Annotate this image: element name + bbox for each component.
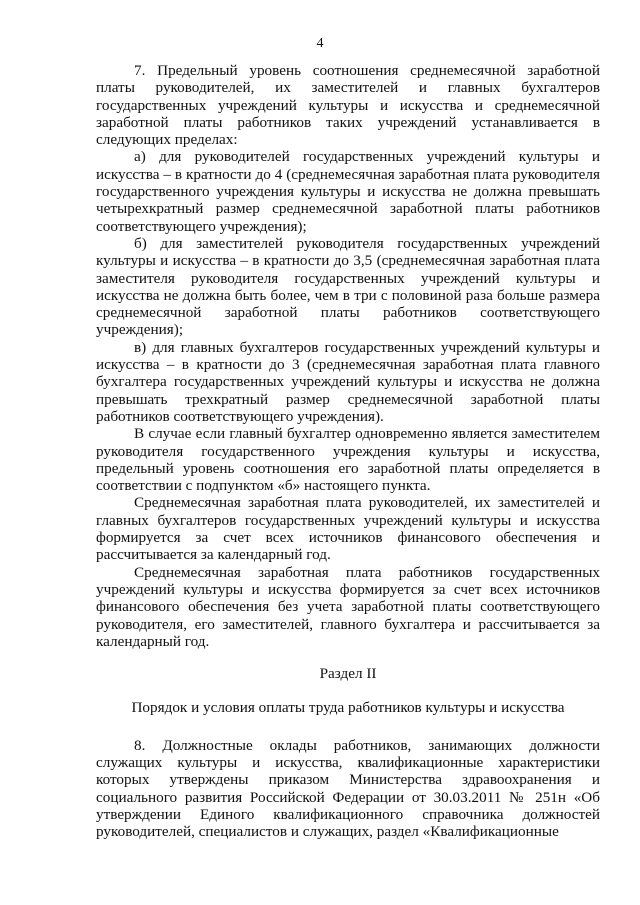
paragraph-7b: б) для заместителей руководителя государственных учреждений культуры и искусства – в кратности до 3,5 (среднемесячная заработная плата заместителя руководителя государственных учреждений культуры и искусства не должна быть более, чем в три с половиной раза больше размера среднемесячной заработной платы работников соответствующего учреждения); — [96, 234, 600, 339]
paragraph-management-salary: Среднемесячная заработная плата руководителей, их заместителей и главных бухгалтеров государственных учреждений культуры и искусства формируется за счет всех источников финансового обеспечения и рассчитывается за календарный год. — [96, 494, 600, 564]
section-title: Порядок и условия оплаты труда работников культуры и искусства — [131, 699, 565, 717]
section-heading: Раздел II — [319, 665, 377, 683]
page-number: 4 — [316, 36, 324, 51]
paragraph-staff-salary: Среднемесячная заработная плата работников государственных учреждений культуры и искусства формируется за счет всех источников финансового обеспечения без учета заработной платы соответствующего руководителя, его заместителей, главного бухгалтера и рассчитывается за календарный год. — [96, 563, 600, 650]
paragraph-8: 8. Должностные оклады работников, занимающих должности служащих культуры и искусства, квалификационные характеристики которых утверждены приказом Министерства здравоохранения и социального развития Российской Федерации от 30.03.2011 № 251н «Об утверждении Единого квалификационного справочника должностей руководителей, специалистов и служащих, раздел «Квалификационные — [96, 736, 600, 841]
document-body — [96, 62, 600, 840]
paragraph-chief-accountant: В случае если главный бухгалтер одновременно является заместителем руководителя государственного учреждения культуры и искусства, предельный уровень соотношения его заработной платы определяется в соответствии с подпунктом «б» настоящего пункта. — [96, 425, 600, 495]
paragraph-7a: а) для руководителей государственных учреждений культуры и искусства – в кратности до 4 (среднемесячная заработная плата руководителя государственного учреждения культуры и искусства не должна превышать четырехкратный размер среднемесячной заработной платы работников соответствующего учреждения); — [96, 148, 600, 235]
paragraph-7c: в) для главных бухгалтеров государственных учреждений культуры и искусства – в кратности до 3 (среднемесячная заработная плата главного бухгалтера государственных учреждений культуры и искусства не должна превышать трехкратный размер среднемесячной заработной платы работников соответствующего учреждения). — [96, 338, 600, 425]
paragraph-7-intro: 7. Предельный уровень соотношения среднемесячной заработной платы руководителей, их заместителей и главных бухгалтеров государственных учреждений культуры и искусства и среднемесячной заработной платы работников таких учреждений устанавливается в следующих пределах: — [96, 62, 600, 149]
